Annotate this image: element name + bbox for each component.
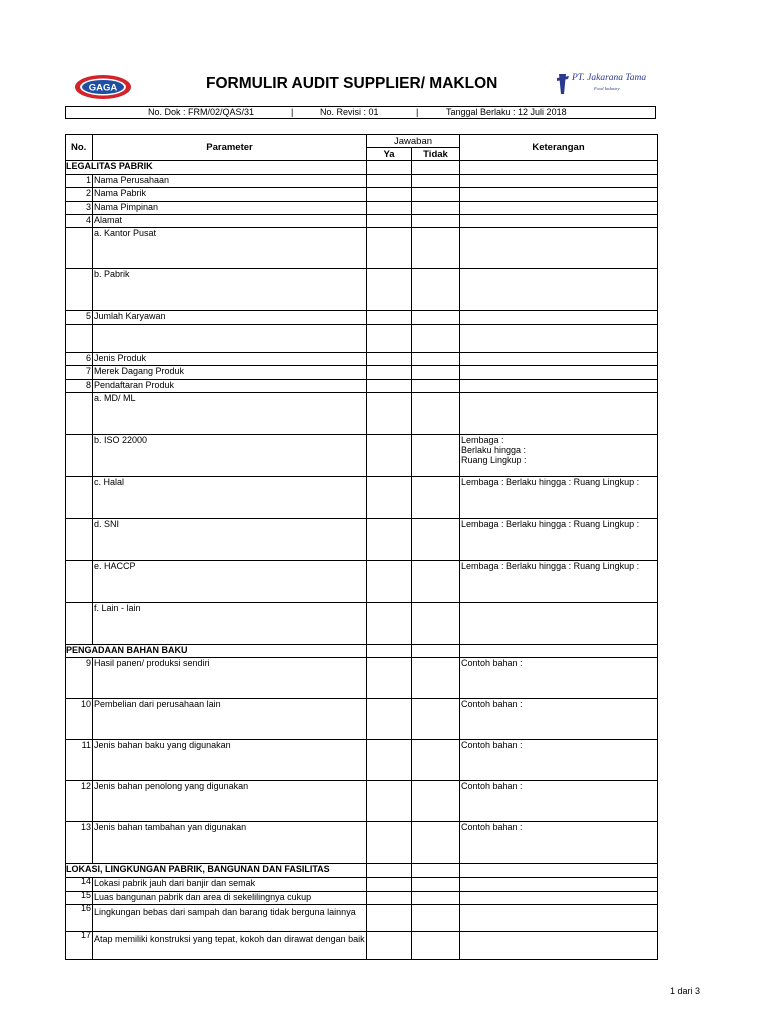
row-number: [66, 603, 93, 645]
row-parameter: b. ISO 22000: [93, 435, 367, 477]
jt-mark-icon: [556, 72, 570, 96]
table-row: [66, 561, 658, 603]
answer-no-cell[interactable]: [412, 380, 460, 393]
row-parameter: Lingkungan bebas dari sampah dan barang tidak berguna lainnya: [93, 905, 367, 932]
answer-yes-cell[interactable]: [367, 325, 412, 353]
effective-date: Tanggal Berlaku : 12 Juli 2018: [446, 107, 567, 117]
row-parameter: a. Kantor Pusat: [93, 228, 367, 269]
answer-yes-cell[interactable]: [367, 188, 412, 202]
answer-yes-cell[interactable]: [367, 175, 412, 188]
row-number: 13: [66, 822, 93, 864]
row-notes[interactable]: Lembaga : Berlaku hingga : Ruang Lingkup :: [460, 519, 658, 561]
row-notes[interactable]: [460, 366, 658, 380]
row-parameter: [93, 325, 367, 353]
row-notes[interactable]: Lembaga : Berlaku hingga : Ruang Lingkup :: [460, 435, 658, 477]
row-notes[interactable]: [460, 892, 658, 905]
answer-no-cell[interactable]: [412, 740, 460, 781]
row-notes[interactable]: [460, 603, 658, 645]
row-notes[interactable]: Lembaga : Berlaku hingga : Ruang Lingkup :: [460, 561, 658, 603]
section-heading: PENGADAAN BAHAN BAKU: [66, 645, 367, 658]
answer-no-cell[interactable]: [412, 699, 460, 740]
table-row: [66, 603, 658, 645]
row-number: 6: [66, 353, 93, 366]
answer-yes-cell[interactable]: [367, 892, 412, 905]
row-number: 11: [66, 740, 93, 781]
row-notes[interactable]: [460, 215, 658, 228]
gaga-logo-text: GAGA: [88, 82, 118, 94]
row-notes[interactable]: [460, 932, 658, 960]
answer-yes-cell[interactable]: [367, 311, 412, 325]
section-heading: LEGALITAS PABRIK: [66, 161, 367, 175]
answer-no-cell[interactable]: [412, 435, 460, 477]
row-notes[interactable]: [460, 325, 658, 353]
row-number: 4: [66, 215, 93, 228]
table-row: [66, 932, 658, 960]
answer-no-cell[interactable]: [412, 215, 460, 228]
answer-no-cell[interactable]: [412, 175, 460, 188]
row-parameter: b. Pabrik: [93, 269, 367, 311]
table-row: [66, 380, 658, 393]
col-header-notes: Keterangan: [460, 135, 658, 161]
row-number: 7: [66, 366, 93, 380]
table-row: [66, 519, 658, 561]
answer-no-cell[interactable]: [412, 878, 460, 892]
answer-yes-cell[interactable]: [367, 740, 412, 781]
table-row: [66, 228, 658, 269]
table-row: [66, 905, 658, 932]
row-notes[interactable]: [460, 878, 658, 892]
row-parameter: Pembelian dari perusahaan lain: [93, 699, 367, 740]
row-number: 10: [66, 699, 93, 740]
answer-no-cell[interactable]: [412, 781, 460, 822]
row-notes[interactable]: Contoh bahan :: [460, 658, 658, 699]
doc-number: No. Dok : FRM/02/QAS/31: [148, 107, 255, 117]
row-parameter: Atap memiliki konstruksi yang tepat, kokoh dan dirawat dengan baik: [93, 932, 367, 960]
table-row: [66, 435, 658, 477]
row-notes[interactable]: Contoh bahan :: [460, 699, 658, 740]
answer-yes-cell[interactable]: [367, 699, 412, 740]
row-parameter: Merek Dagang Produk: [93, 366, 367, 380]
audit-table: [65, 134, 658, 960]
table-row: [66, 878, 658, 892]
row-parameter: Lokasi pabrik jauh dari banjir dan semak: [93, 878, 367, 892]
answer-yes-cell[interactable]: [367, 269, 412, 311]
table-row: [66, 658, 658, 699]
row-parameter: Jenis bahan baku yang digunakan: [93, 740, 367, 781]
table-row: [66, 215, 658, 228]
answer-no-cell[interactable]: [412, 202, 460, 215]
separator: |: [291, 107, 294, 117]
row-parameter: e. HACCP: [93, 561, 367, 603]
col-header-no: No.: [66, 135, 93, 161]
row-number: 2: [66, 188, 93, 202]
table-row: [66, 311, 658, 325]
row-number: [66, 561, 93, 603]
answer-no-cell[interactable]: [412, 477, 460, 519]
row-notes[interactable]: [460, 228, 658, 269]
answer-no-cell[interactable]: [412, 353, 460, 366]
answer-yes-cell[interactable]: [367, 228, 412, 269]
answer-no-cell[interactable]: [412, 603, 460, 645]
table-row: [66, 175, 658, 188]
row-number: 17: [66, 930, 93, 958]
answer-no-cell[interactable]: [412, 892, 460, 905]
row-number: 16: [66, 903, 93, 930]
row-notes[interactable]: Contoh bahan :: [460, 822, 658, 864]
revision-number: No. Revisi : 01: [320, 107, 379, 117]
table-row: [66, 892, 658, 905]
table-row: [66, 188, 658, 202]
answer-no-cell[interactable]: [412, 269, 460, 311]
answer-no-cell[interactable]: [412, 366, 460, 380]
answer-yes-cell[interactable]: [367, 822, 412, 864]
table-row: [66, 366, 658, 380]
row-number: 3: [66, 202, 93, 215]
table-row: [66, 393, 658, 435]
answer-yes-cell[interactable]: [367, 435, 412, 477]
table-row: [66, 740, 658, 781]
row-notes[interactable]: Lembaga : Berlaku hingga : Ruang Lingkup :: [460, 477, 658, 519]
table-row: [66, 699, 658, 740]
row-notes[interactable]: [460, 175, 658, 188]
row-parameter: Jenis bahan penolong yang digunakan: [93, 781, 367, 822]
row-number: [66, 325, 93, 353]
row-parameter: Hasil panen/ produksi sendiri: [93, 658, 367, 699]
jt-logo-sub: Food Industry: [594, 86, 620, 91]
row-parameter: Pendaftaran Produk: [93, 380, 367, 393]
answer-no-cell[interactable]: [412, 325, 460, 353]
row-number: 15: [66, 890, 93, 903]
table-row: [66, 269, 658, 311]
answer-yes-cell[interactable]: [367, 603, 412, 645]
answer-no-cell[interactable]: [412, 658, 460, 699]
answer-no-cell[interactable]: [412, 905, 460, 932]
table-row: [66, 781, 658, 822]
row-notes[interactable]: [460, 353, 658, 366]
row-parameter: Luas bangunan pabrik dan area di sekelilingnya cukup: [93, 892, 367, 905]
table-row: [66, 325, 658, 353]
answer-yes-cell[interactable]: [367, 202, 412, 215]
row-number: [66, 393, 93, 435]
answer-no-cell[interactable]: [412, 932, 460, 960]
row-parameter: Alamat: [93, 215, 367, 228]
section-heading: LOKASI, LINGKUNGAN PABRIK, BANGUNAN DAN FASILITAS: [66, 864, 367, 878]
answer-yes-cell[interactable]: [367, 215, 412, 228]
row-notes[interactable]: [460, 188, 658, 202]
row-number: [66, 519, 93, 561]
row-notes[interactable]: [460, 269, 658, 311]
page-number: 1 dari 3: [670, 986, 701, 996]
answer-yes-cell[interactable]: [367, 366, 412, 380]
row-notes[interactable]: Contoh bahan :: [460, 781, 658, 822]
col-header-parameter: Parameter: [93, 135, 367, 161]
answer-yes-cell[interactable]: [367, 393, 412, 435]
table-row: [66, 353, 658, 366]
answer-yes-cell[interactable]: [367, 561, 412, 603]
row-number: 8: [66, 380, 93, 393]
answer-yes-cell[interactable]: [367, 519, 412, 561]
row-parameter: c. Halal: [93, 477, 367, 519]
answer-no-cell[interactable]: [412, 311, 460, 325]
answer-no-cell[interactable]: [412, 188, 460, 202]
answer-no-cell[interactable]: [412, 519, 460, 561]
row-number: 9: [66, 658, 93, 699]
row-parameter: Jenis Produk: [93, 353, 367, 366]
col-header-no-answer: Tidak: [412, 148, 460, 161]
separator: |: [416, 107, 419, 117]
row-number: [66, 269, 93, 311]
col-header-answer: Jawaban: [367, 135, 460, 148]
answer-yes-cell[interactable]: [367, 932, 412, 960]
row-notes[interactable]: [460, 202, 658, 215]
answer-yes-cell[interactable]: [367, 781, 412, 822]
row-number: 14: [66, 876, 93, 890]
row-parameter: d. SNI: [93, 519, 367, 561]
answer-yes-cell[interactable]: [367, 658, 412, 699]
row-parameter: Nama Pabrik: [93, 188, 367, 202]
row-number: 5: [66, 311, 93, 325]
row-notes[interactable]: [460, 905, 658, 932]
answer-no-cell[interactable]: [412, 822, 460, 864]
row-parameter: Nama Perusahaan: [93, 175, 367, 188]
row-number: 12: [66, 781, 93, 822]
table-row: [66, 477, 658, 519]
table-row: [66, 822, 658, 864]
form-title: FORMULIR AUDIT SUPPLIER/ MAKLON: [206, 75, 498, 92]
row-number: [66, 228, 93, 269]
gaga-logo: [74, 74, 132, 100]
row-parameter: Nama Pimpinan: [93, 202, 367, 215]
row-number: [66, 477, 93, 519]
row-notes[interactable]: [460, 393, 658, 435]
row-notes[interactable]: [460, 380, 658, 393]
row-notes[interactable]: Contoh bahan :: [460, 740, 658, 781]
answer-yes-cell[interactable]: [367, 905, 412, 932]
answer-no-cell[interactable]: [412, 228, 460, 269]
answer-no-cell[interactable]: [412, 561, 460, 603]
row-parameter: Jumlah Karyawan: [93, 311, 367, 325]
row-parameter: a. MD/ ML: [93, 393, 367, 435]
jt-logo-name: PT. Jakarana Tama: [572, 73, 647, 83]
row-number: [66, 435, 93, 477]
answer-yes-cell[interactable]: [367, 353, 412, 366]
document-info-bar: [65, 106, 656, 119]
answer-yes-cell[interactable]: [367, 477, 412, 519]
row-parameter: f. Lain - lain: [93, 603, 367, 645]
row-parameter: Jenis bahan tambahan yan digunakan: [93, 822, 367, 864]
jakarana-tama-logo: [556, 72, 646, 98]
col-header-yes: Ya: [367, 148, 412, 161]
answer-yes-cell[interactable]: [367, 380, 412, 393]
row-number: 1: [66, 175, 93, 188]
answer-no-cell[interactable]: [412, 393, 460, 435]
row-notes[interactable]: [460, 311, 658, 325]
table-row: [66, 202, 658, 215]
answer-yes-cell[interactable]: [367, 878, 412, 892]
